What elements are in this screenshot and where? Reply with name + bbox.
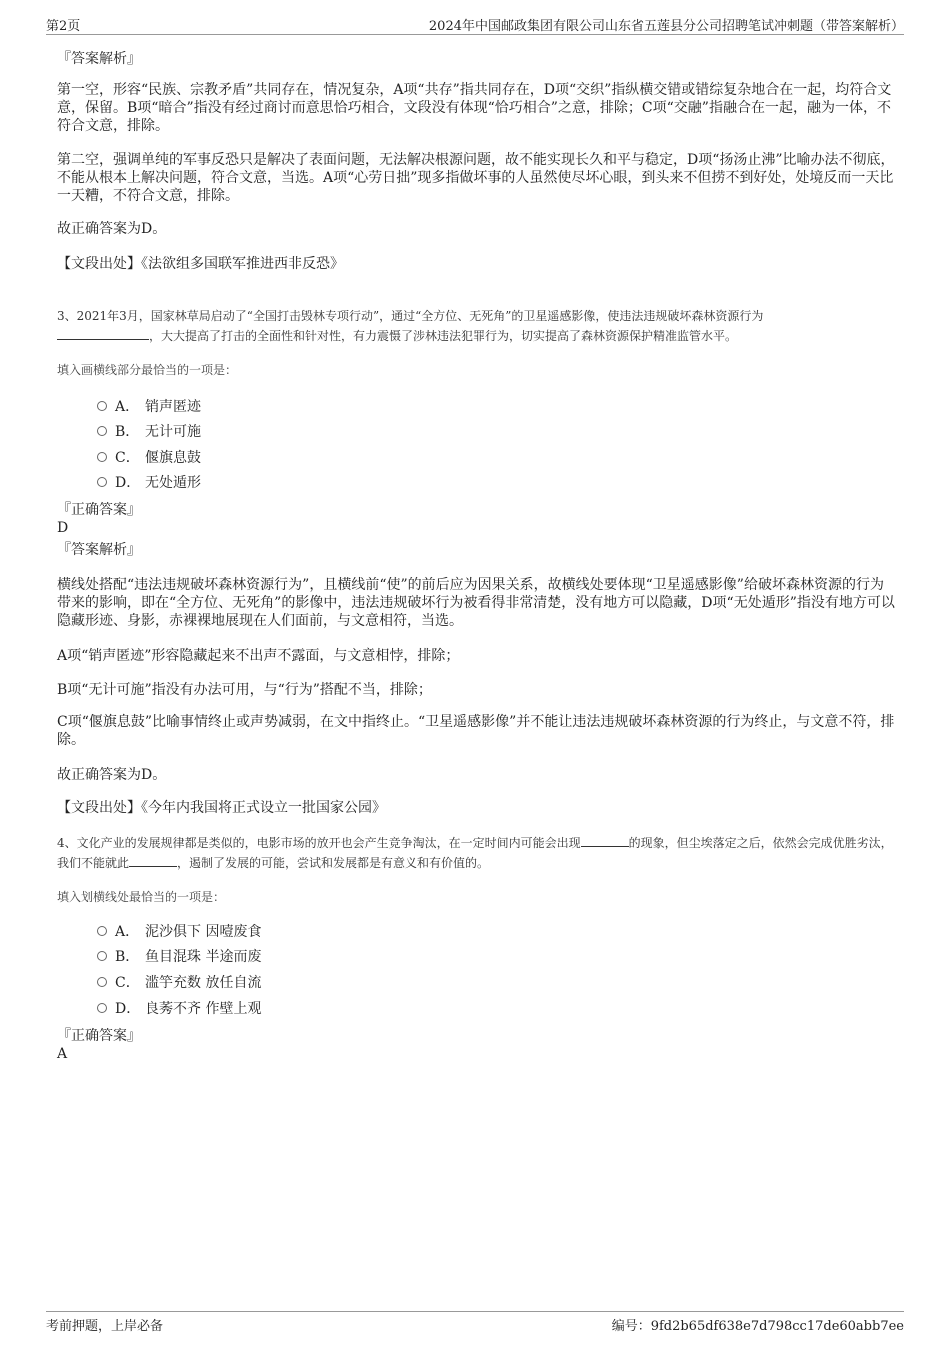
text-source: 【文段出处】《今年内我国将正式设立一批国家公园》: [57, 800, 386, 816]
question-4-option-d[interactable]: [97, 998, 261, 1018]
radio-icon[interactable]: [97, 426, 107, 436]
analysis-paragraph-2: 第二空，强调单纯的军事反恐只是解决了表面问题，无法解决根源问题，故不能实现长久和平与稳定，D项“扬汤止沸”比喻办法不彻底，不能从根本上解决问题，符合文意，当选。A项“心劳日拙”现多指做坏事的人虽然使尽坏心眼，到头来不但捞不到好处，处境反而一天比一天糟，不符合文意，排除。: [57, 152, 895, 204]
document-id: 编号：9fd2b65df638e7d798cc17de60abb7ee: [611, 1319, 904, 1334]
radio-icon[interactable]: [97, 401, 107, 411]
radio-icon[interactable]: [97, 477, 107, 487]
option-text: 良莠不齐 作壁上观: [145, 1001, 262, 1017]
text-source: 【文段出处】《法欲组多国联军推进西非反恐》: [57, 256, 344, 272]
analysis-paragraph-3: B项“无计可施”指没有办法可用，与“行为”搭配不当，排除；: [57, 682, 432, 698]
option-letter: D．: [115, 1001, 141, 1017]
option-text: 泥沙俱下 因噎废食: [145, 924, 262, 940]
option-text: 滥竽充数 放任自流: [145, 975, 262, 991]
question-3-option-d[interactable]: [97, 472, 201, 492]
analysis-paragraph-1: 横线处搭配“违法违规破坏森林资源行为”，且横线前“使”的前后应为因果关系，故横线处要体现“卫星遥感影像”给破坏森林资源的行为带来的影响，即在“全方位、无死角”的影像中，违法违规破坏行为被看得非常清楚，没有地方可以隐藏，D项“无处遁形”指没有地方可以隐藏形迹、身影，赤裸裸地展现在人们面前，与文意相符，当选。: [57, 577, 895, 629]
page-header: [46, 14, 904, 35]
option-letter: A．: [115, 924, 140, 940]
analysis-paragraph-4: C项“偃旗息鼓”比喻事情终止或声势减弱，在文中指终止。“卫星遥感影像”并不能让违法违规破坏森林资源的行为终止，与文意不符，排除。: [57, 714, 895, 748]
page-number: 第2页: [46, 19, 81, 34]
answer-analysis-label: 『答案解析』: [57, 542, 141, 558]
option-letter: A．: [115, 399, 140, 415]
question-4-text-1: 4、文化产业的发展规律都是类似的，电影市场的放开也会产生竞争淘汰，在一定时间内可能会出现: [57, 836, 581, 850]
question-3-instruction: 填入画横线部分最恰当的一项是：: [57, 363, 238, 377]
question-4-blank-2: [129, 854, 177, 867]
analysis-paragraph-1: 第一空，形容“民族、宗教矛盾”共同存在，情况复杂，A项“共存”指共同存在，D项“交织”指纵横交错或错综复杂地合在一起，均符合文意，保留。B项“暗合”指没有经过商讨而意思恰巧相合，文段没有体现“恰巧相合”之意，排除；C项“交融”指融合在一起，融为一体，不符合文意，排除。: [57, 82, 892, 134]
document-title: 2024年中国邮政集团有限公司山东省五莲县分公司招聘笔试冲刺题（带答案解析）: [428, 19, 904, 34]
option-text: 偃旗息鼓: [145, 450, 201, 466]
option-text: 无计可施: [145, 424, 201, 440]
question-4-option-c[interactable]: [97, 972, 261, 992]
question-3-text-before: 3、2021年3月，国家林草局启动了“全国打击毁林专项行动”，通过“全方位、无死角”的卫星遥感影像，使违法违规破坏森林资源行为: [57, 309, 764, 323]
question-3-blank: [57, 327, 149, 340]
radio-icon[interactable]: [97, 1003, 107, 1013]
option-text: 鱼目混珠 半途而废: [145, 949, 262, 965]
question-4-option-a[interactable]: [97, 921, 261, 941]
option-letter: C．: [115, 975, 140, 991]
correct-answer: D: [57, 520, 69, 536]
question-3-option-b[interactable]: [97, 421, 201, 441]
footer-slogan: 考前押题，上岸必备: [46, 1319, 164, 1334]
correct-answer-label: 『正确答案』: [57, 1028, 141, 1044]
option-letter: C．: [115, 450, 140, 466]
analysis-conclusion: 故正确答案为D。: [57, 767, 167, 783]
question-3-stem: [57, 306, 895, 346]
radio-icon[interactable]: [97, 951, 107, 961]
option-letter: B．: [115, 949, 140, 965]
radio-icon[interactable]: [97, 926, 107, 936]
question-3-option-a[interactable]: [97, 396, 201, 416]
analysis-conclusion: 故正确答案为D。: [57, 221, 167, 237]
radio-icon[interactable]: [97, 452, 107, 462]
question-4-text-3: ，遏制了发展的可能，尝试和发展都是有意义和有价值的。: [177, 856, 490, 870]
analysis-paragraph-2: A项“销声匿迹”形容隐藏起来不出声不露面，与文意相悖，排除；: [57, 648, 460, 664]
correct-answer-label: 『正确答案』: [57, 502, 141, 518]
question-4-option-b[interactable]: [97, 946, 261, 966]
question-4-stem: [57, 833, 895, 873]
question-3-text-after: ，大大提高了打击的全面性和针对性，有力震慑了涉林违法犯罪行为，切实提高了森林资源保护精准监管水平。: [149, 329, 738, 343]
radio-icon[interactable]: [97, 977, 107, 987]
question-4-instruction: 填入划横线处最恰当的一项是：: [57, 890, 226, 904]
option-text: 销声匿迹: [145, 399, 201, 415]
page-footer: [46, 1311, 904, 1334]
option-letter: D．: [115, 475, 141, 491]
correct-answer: A: [57, 1046, 68, 1062]
answer-analysis-label: 『答案解析』: [57, 51, 141, 67]
option-text: 无处遁形: [145, 475, 201, 491]
question-3-option-c[interactable]: [97, 447, 201, 467]
question-4-text-2: 的现象，但尘埃落定之后，依然会完成优胜劣汰，我们不能就此: [57, 836, 893, 870]
question-4-blank-1: [581, 834, 629, 847]
option-letter: B．: [115, 424, 140, 440]
